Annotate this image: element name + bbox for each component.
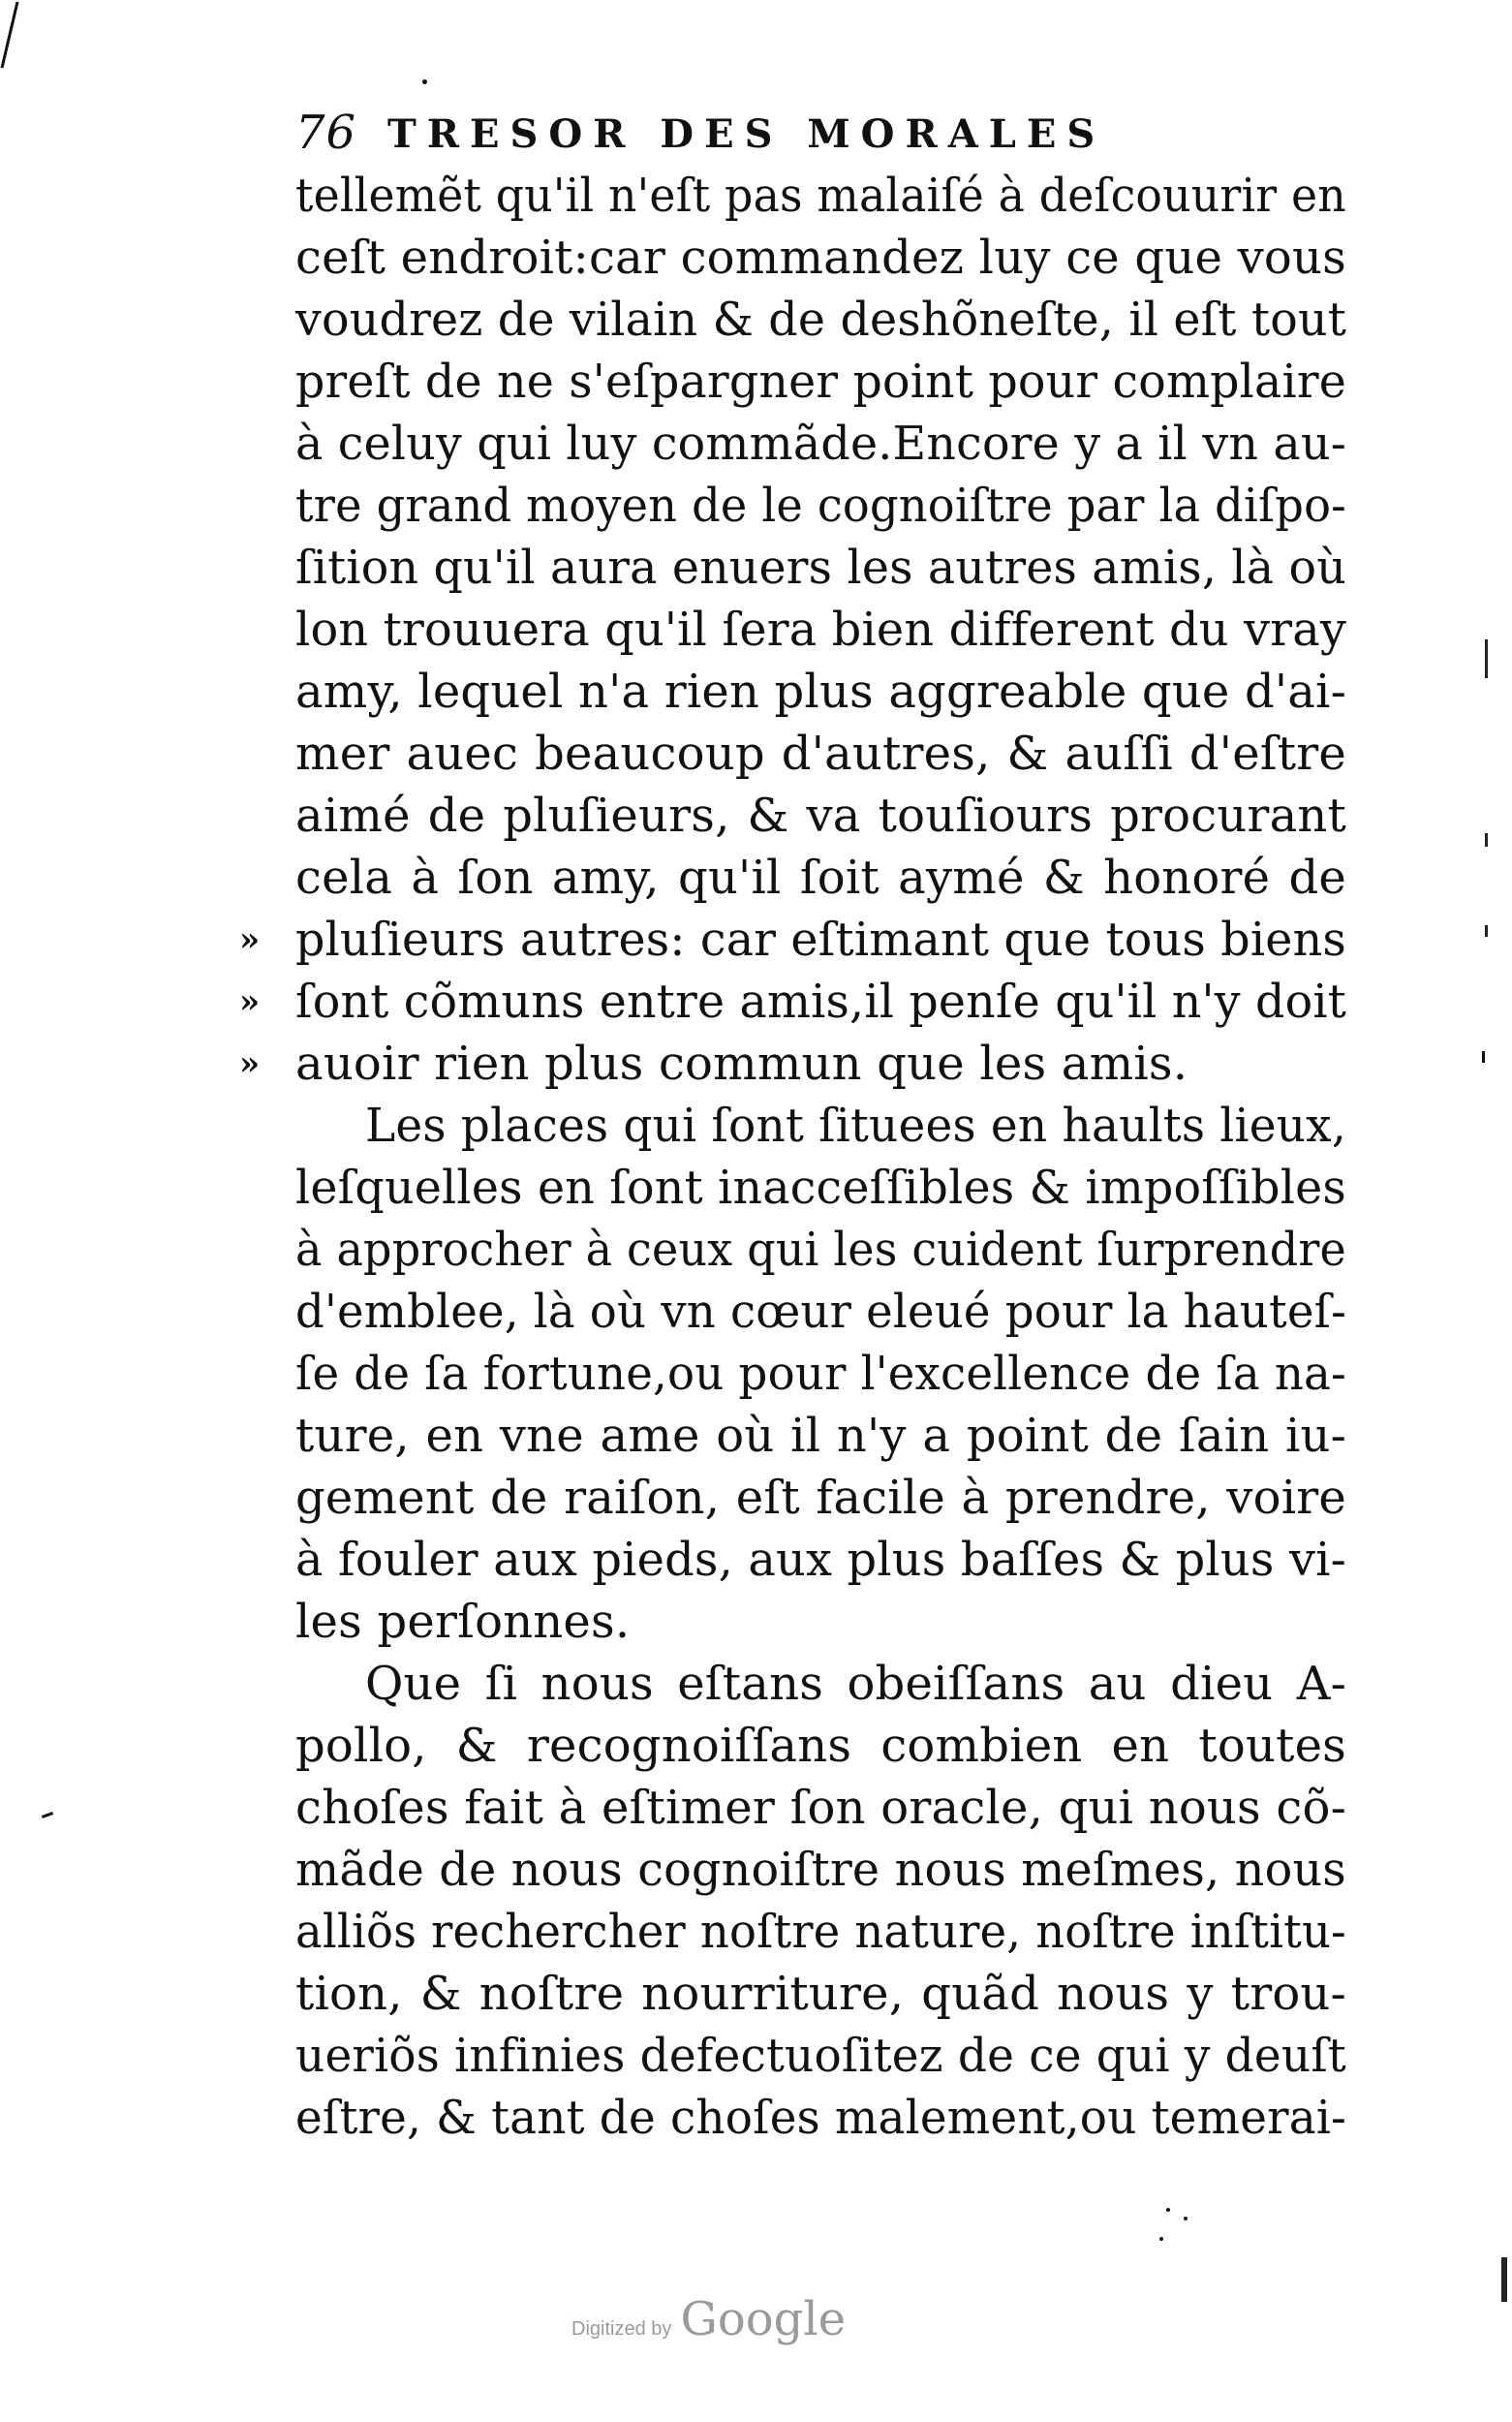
margin-rule xyxy=(1501,2257,1507,2302)
text-line xyxy=(295,413,1351,475)
text-line-content: d'emblee, là où vn cœur eleué pour la hauteſ- xyxy=(295,1285,1347,1339)
text-line-content: ceſt endroit:car commandez luy ce que vous xyxy=(295,231,1346,285)
text-line xyxy=(295,351,1351,413)
text-line xyxy=(295,165,1351,227)
digitized-watermark xyxy=(571,2292,901,2350)
text-line-content: amy, lequel n'a rien plus aggreable que d'ai- xyxy=(295,665,1346,719)
text-line xyxy=(295,475,1351,537)
page-header xyxy=(295,99,1293,167)
text-line xyxy=(295,1901,1351,1963)
text-line-content: ſe de ſa fortune,ou pour l'excellence de ſa na- xyxy=(295,1347,1347,1401)
text-line xyxy=(295,1281,1351,1343)
text-line xyxy=(295,847,1351,909)
margin-rule xyxy=(1485,925,1488,937)
text-line xyxy=(295,537,1351,599)
text-line xyxy=(295,1219,1351,1281)
text-line xyxy=(295,1963,1351,2025)
text-line-content: preſt de ne s'eſpargner point pour complaire xyxy=(295,355,1346,409)
text-line-content: eſtre, & tant de choſes malement,ou temerai- xyxy=(295,2091,1347,2145)
text-line xyxy=(295,1157,1351,1219)
text-line xyxy=(295,1715,1351,1777)
marginal-quote-mark: » xyxy=(239,982,261,1021)
text-line-content: leſquelles en ſont inacceſſibles & impoſſibles xyxy=(295,1161,1346,1215)
text-line xyxy=(295,1529,1351,1591)
marginal-quote-mark: » xyxy=(239,920,261,959)
text-line-content: gement de raiſon, eſt facile à prendre, voire xyxy=(295,1471,1347,1525)
text-line-content: ſont cõmuns entre amis,il penſe qu'il n'y doit xyxy=(295,975,1346,1029)
text-line xyxy=(295,599,1351,661)
text-line xyxy=(295,2025,1351,2087)
text-line-content: Les places qui ſont ſituees en haults lieux, xyxy=(365,1099,1347,1153)
text-line xyxy=(295,1405,1351,1467)
text-line xyxy=(295,1777,1351,1839)
text-line-content: mer auec beaucoup d'autres, & auſſi d'eſtre xyxy=(295,727,1347,781)
text-line xyxy=(295,661,1351,723)
text-line-content: tion, & noſtre nourriture, quãd nous y trou- xyxy=(295,1967,1346,2021)
text-line-content: auoir rien plus commun que les amis. xyxy=(295,1037,1188,1091)
marginal-quote-mark: » xyxy=(239,1044,261,1083)
text-line-content: à fouler aux pieds, aux plus baſſes & plus vi- xyxy=(295,1533,1346,1587)
margin-rule xyxy=(1485,833,1488,847)
text-line-content: pluſieurs autres: car eſtimant que tous biens xyxy=(295,913,1346,967)
page-number: 76 xyxy=(295,106,357,160)
ink-speck xyxy=(1482,1051,1485,1063)
text-line xyxy=(295,723,1351,785)
text-line-content: Que ſi nous eſtans obeiſſans au dieu A- xyxy=(365,1657,1346,1711)
text-line xyxy=(295,289,1351,351)
text-line-content: choſes fait à eſtimer ſon oracle, qui nous cõ- xyxy=(295,1781,1347,1835)
text-line-content: à celuy qui luy commãde.Encore y a il vn au- xyxy=(295,417,1346,471)
text-line-content: alliõs rechercher noſtre nature, noſtre inſtitu- xyxy=(295,1905,1346,1959)
ink-speck xyxy=(42,1812,53,1818)
text-line-content: tre grand moyen de le cognoiſtre par la diſpo- xyxy=(295,479,1346,533)
text-line-content: à approcher à ceux qui les cuident ſurprendre xyxy=(295,1223,1346,1277)
text-line-content: ture, en vne ame où il n'y a point de ſain iu- xyxy=(295,1409,1347,1463)
text-line-content: ſition qu'il aura enuers les autres amis, là où xyxy=(295,541,1346,595)
text-line-content: cela à ſon amy, qu'il ſoit aymé & honoré de xyxy=(295,851,1347,905)
ink-speck xyxy=(1184,2217,1188,2220)
text-line xyxy=(239,1033,1351,1095)
text-line-content: tellemẽt qu'il n'eſt pas malaiſé à deſcouurir en xyxy=(295,169,1346,223)
text-line xyxy=(295,1343,1351,1405)
corner-ink-mark xyxy=(0,0,23,70)
text-line xyxy=(295,1653,1351,1715)
ink-speck xyxy=(1166,2208,1170,2212)
running-head: TRESOR DES MORALES xyxy=(387,111,1106,157)
text-line xyxy=(295,1591,1351,1653)
text-line xyxy=(295,1095,1351,1157)
text-line-content: pollo, & recognoiſſans combien en toutes xyxy=(295,1719,1347,1773)
body-text xyxy=(239,165,1351,2149)
text-line-content: lon trouuera qu'il ſera bien different du vray xyxy=(295,603,1347,657)
text-line xyxy=(295,1467,1351,1529)
google-wordmark: Google xyxy=(680,2292,847,2346)
margin-rule xyxy=(1485,639,1488,678)
text-line-content: les perſonnes. xyxy=(295,1595,631,1649)
text-line xyxy=(295,785,1351,847)
ink-speck xyxy=(422,79,427,84)
text-line-content: aimé de pluſieurs, & va touſiours procurant xyxy=(295,789,1346,843)
text-line xyxy=(239,971,1351,1033)
ink-speck xyxy=(1159,2237,1163,2241)
text-line xyxy=(295,2087,1351,2149)
text-line xyxy=(239,909,1351,971)
text-line-content: voudrez de vilain & de deshõneſte, il eſt tout xyxy=(295,293,1347,347)
digitized-label: Digitized by xyxy=(571,2318,672,2340)
text-line xyxy=(295,1839,1351,1901)
text-line-content: ueriõs infinies defectuoſitez de ce qui y deuſt xyxy=(295,2029,1347,2083)
text-line xyxy=(295,227,1351,289)
text-line-content: mãde de nous cognoiſtre nous meſmes, nous xyxy=(295,1843,1346,1897)
